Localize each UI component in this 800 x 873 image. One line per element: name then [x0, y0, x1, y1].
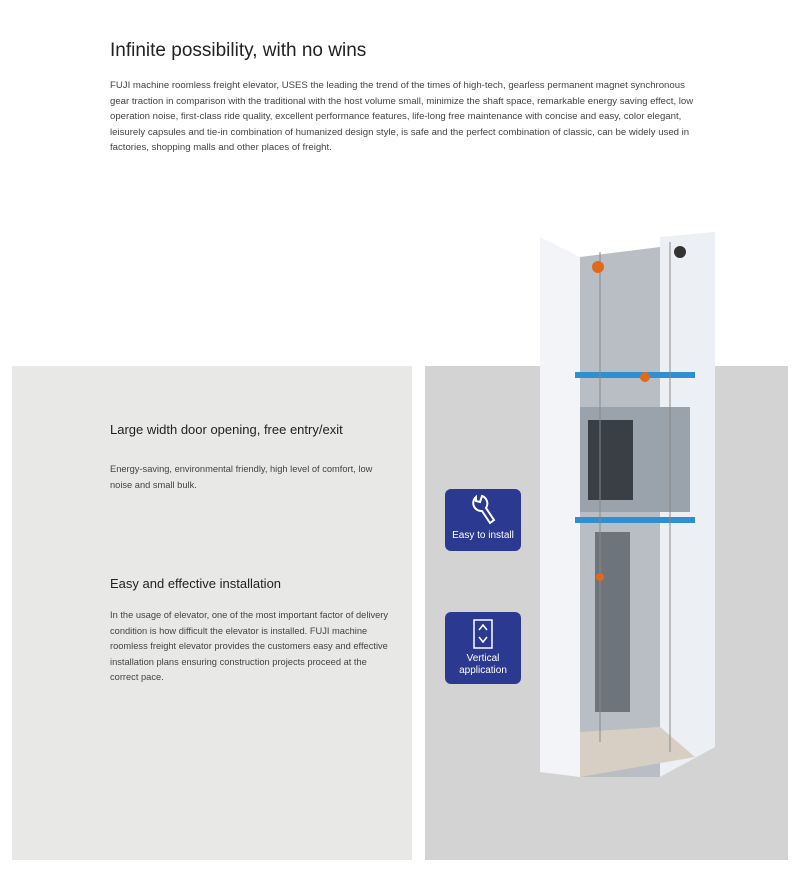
elevator-icon: [471, 618, 495, 650]
badge-easy-install: [445, 489, 521, 551]
feature-title: Easy and effective installation: [110, 576, 282, 591]
feature-title: Large width door opening, free entry/exit: [110, 422, 343, 437]
badge-label: Vertical application: [459, 653, 507, 676]
feature-text: Energy-saving, environmental friendly, high level of comfort, low noise and small bulk.: [110, 464, 373, 490]
feature-text: In the usage of elevator, one of the most important factor of delivery condition is how difficult the elevator is installed. FUJI machine roomless freight elevator provides the customers easy and effective installation plans ensuring construction projects proceed at the correct pace.: [110, 610, 389, 682]
badge-vertical-application: [445, 612, 521, 684]
badge-label: Easy to install: [452, 530, 514, 541]
page-title: Infinite possibility, with no wins: [110, 40, 367, 61]
elevator-illustration: [520, 232, 730, 782]
wrench-icon: [468, 493, 498, 527]
intro-text: FUJI machine roomless freight elevator, USES the leading the trend of the times of high-tech, gearless permanent magnet synchronous gear traction in comparison with the traditional with the host volume small, minimize the shaft space, remarkable energy saving effect, low operation noise, first-class ride quality, excellent performance features, life-long free maintenance with concise and easy, color elegant, leisurely capsules and tie-in combination of humanized design style, is safe and the perfect combination of classic, can be widely used in factories, shopping malls and other places of freight.: [110, 80, 694, 153]
